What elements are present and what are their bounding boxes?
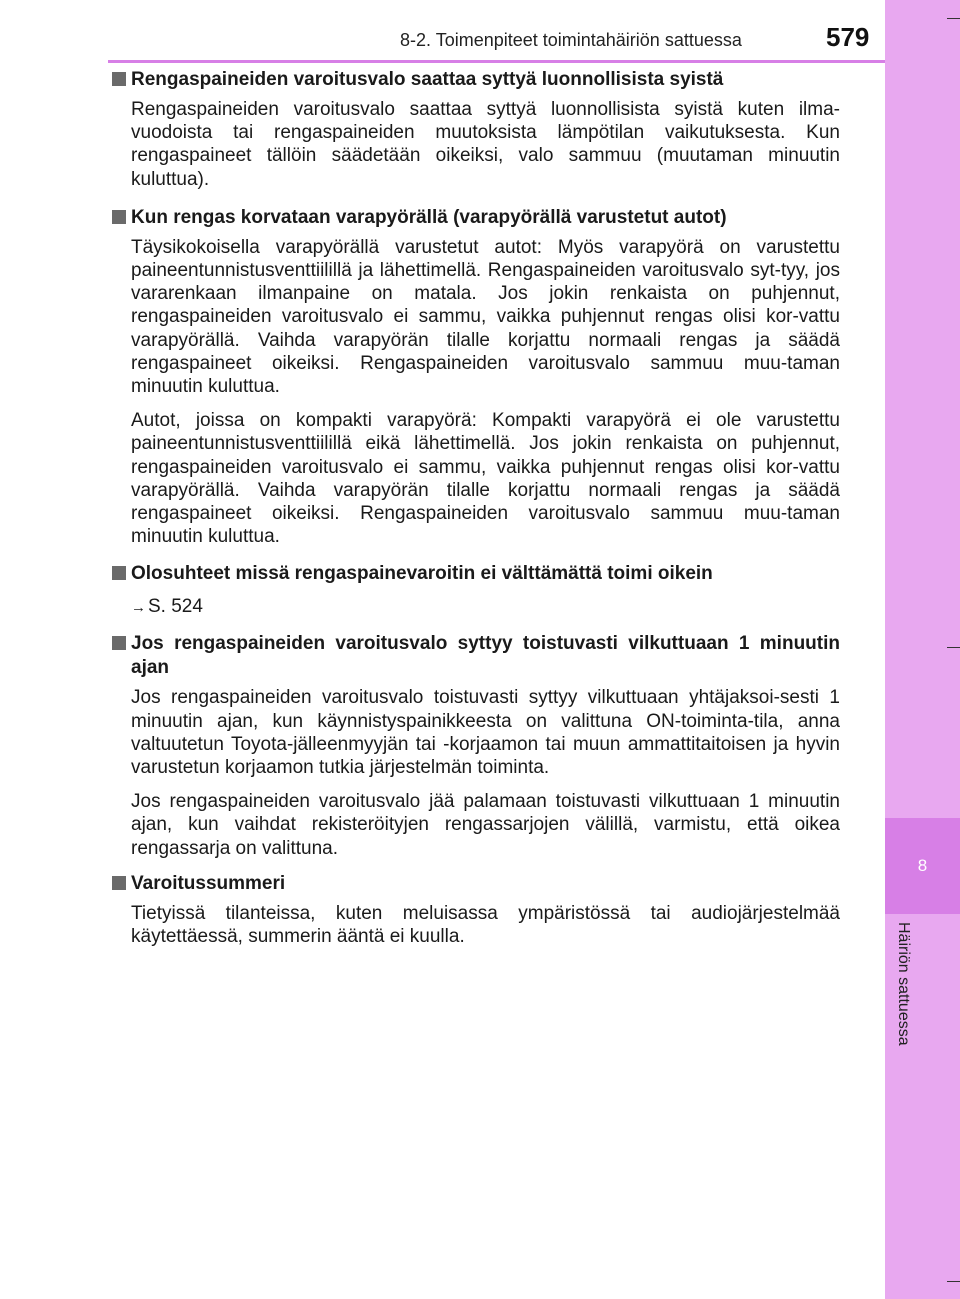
square-bullet-icon <box>112 72 126 86</box>
chapter-number: 8 <box>917 856 928 875</box>
body-paragraph: Jos rengaspaineiden varoitusvalo toistuvasti syttyy vilkuttuaan yhtäjaksoi-sesti 1 minuutin ajan, kun käynnistyspainikkeesta on valittuna ON-toiminta-tila, anna valtuutetun Toyota-jälleenmyyjän tai -korjaamon tai muun ammattitaitoisen ja hyvin varustetun korjaamon tutkia järjestelmän toiminta. <box>131 687 840 779</box>
header-rule <box>108 60 885 63</box>
section <box>108 206 840 549</box>
chapter-side-strip <box>885 0 960 1299</box>
section <box>108 632 840 859</box>
section-heading: Varoitussummeri <box>108 872 840 896</box>
body-paragraph: Täysikokoisella varapyörällä varustetut autot: Myös varapyörä on varustettu paineentunnistusventtiilillä ja lähettimellä. Rengaspaineiden varoitusvalo syt-tyy, jos vararenkaan ilmanpaine on matala. Jos jokin renkaista on puhjennut, rengaspaineiden varoitusvalo ei sammu, vaikka puhjennut rengas olisi kor-vattu varapyörällä. Vaihda varapyörän tilalle korjattu normaali rengas ja säädä rengaspaineet oikeiksi. Rengaspaineiden varoitusvalo sammuu muu-taman minuutin kuluttua. <box>131 236 840 398</box>
chapter-number-tab <box>885 818 960 914</box>
body-paragraph: Jos rengaspaineiden varoitusvalo jää palamaan toistuvasti vilkuttuaan 1 minuutin ajan, kun vaihdat rekisteröityjen rengassarjojen välillä, varmistu, että oikea rengassarja on valittuna. <box>131 791 840 859</box>
arrow-right-icon: → <box>131 599 146 617</box>
page-number: 579 <box>826 22 870 52</box>
page-content <box>108 68 840 948</box>
section <box>108 68 840 191</box>
crop-mark <box>947 18 960 19</box>
crop-mark <box>947 1281 960 1282</box>
section-heading: Kun rengas korvataan varapyörällä (varapyörällä varustetut autot) <box>108 206 840 230</box>
section-heading: Olosuhteet missä rengaspainevaroitin ei välttämättä toimi oikein <box>108 562 840 586</box>
body-paragraph: Autot, joissa on kompakti varapyörä: Kompakti varapyörä ei ole varustettu paineentunnistusventtiilillä eikä lähettimellä. Jos jokin renkaista on puhjennut, rengaspaineiden varoitusvalo ei sammu, vaikka puhjennut rengas olisi kor-vattu varapyörällä. Vaihda varapyörän tilalle korjattu normaali rengas ja säädä rengaspaineet oikeiksi. Rengaspaineiden varoitusvalo sammuu muu-taman minuutin kuluttua. <box>131 410 840 548</box>
square-bullet-icon <box>112 566 126 580</box>
body-paragraph: Rengaspaineiden varoitusvalo saattaa syttyä luonnollisista syistä kuten ilma-vuodoista tai rengaspaineiden muutoksista lämpötilan vaikutuksesta. Kun rengaspaineet tällöin säädetään oikeiksi, valo sammuu (muutaman minuutin kuluttua). <box>131 99 840 190</box>
square-bullet-icon <box>112 876 126 890</box>
section-heading: Rengaspaineiden varoitusvalo saattaa syttyä luonnollisista syistä <box>108 68 840 92</box>
crop-mark <box>947 647 960 648</box>
section-heading: Jos rengaspaineiden varoitusvalo syttyy toistuvasti vilkuttuaan 1 minuutin ajan <box>108 632 840 680</box>
body-paragraph: Tietyissä tilanteissa, kuten meluisassa ympäristössä tai audiojärjestelmää käytettäessä, summerin ääntä ei kuulla. <box>131 902 840 948</box>
running-head: 8-2. Toimenpiteet toimintahäiriön sattuessa <box>400 30 742 50</box>
square-bullet-icon <box>112 210 126 224</box>
chapter-title: Häiriön sattuessa <box>895 922 912 1046</box>
square-bullet-icon <box>112 636 126 650</box>
page-reference: → S. 524 <box>131 596 203 618</box>
section <box>108 872 840 948</box>
section <box>108 562 840 619</box>
